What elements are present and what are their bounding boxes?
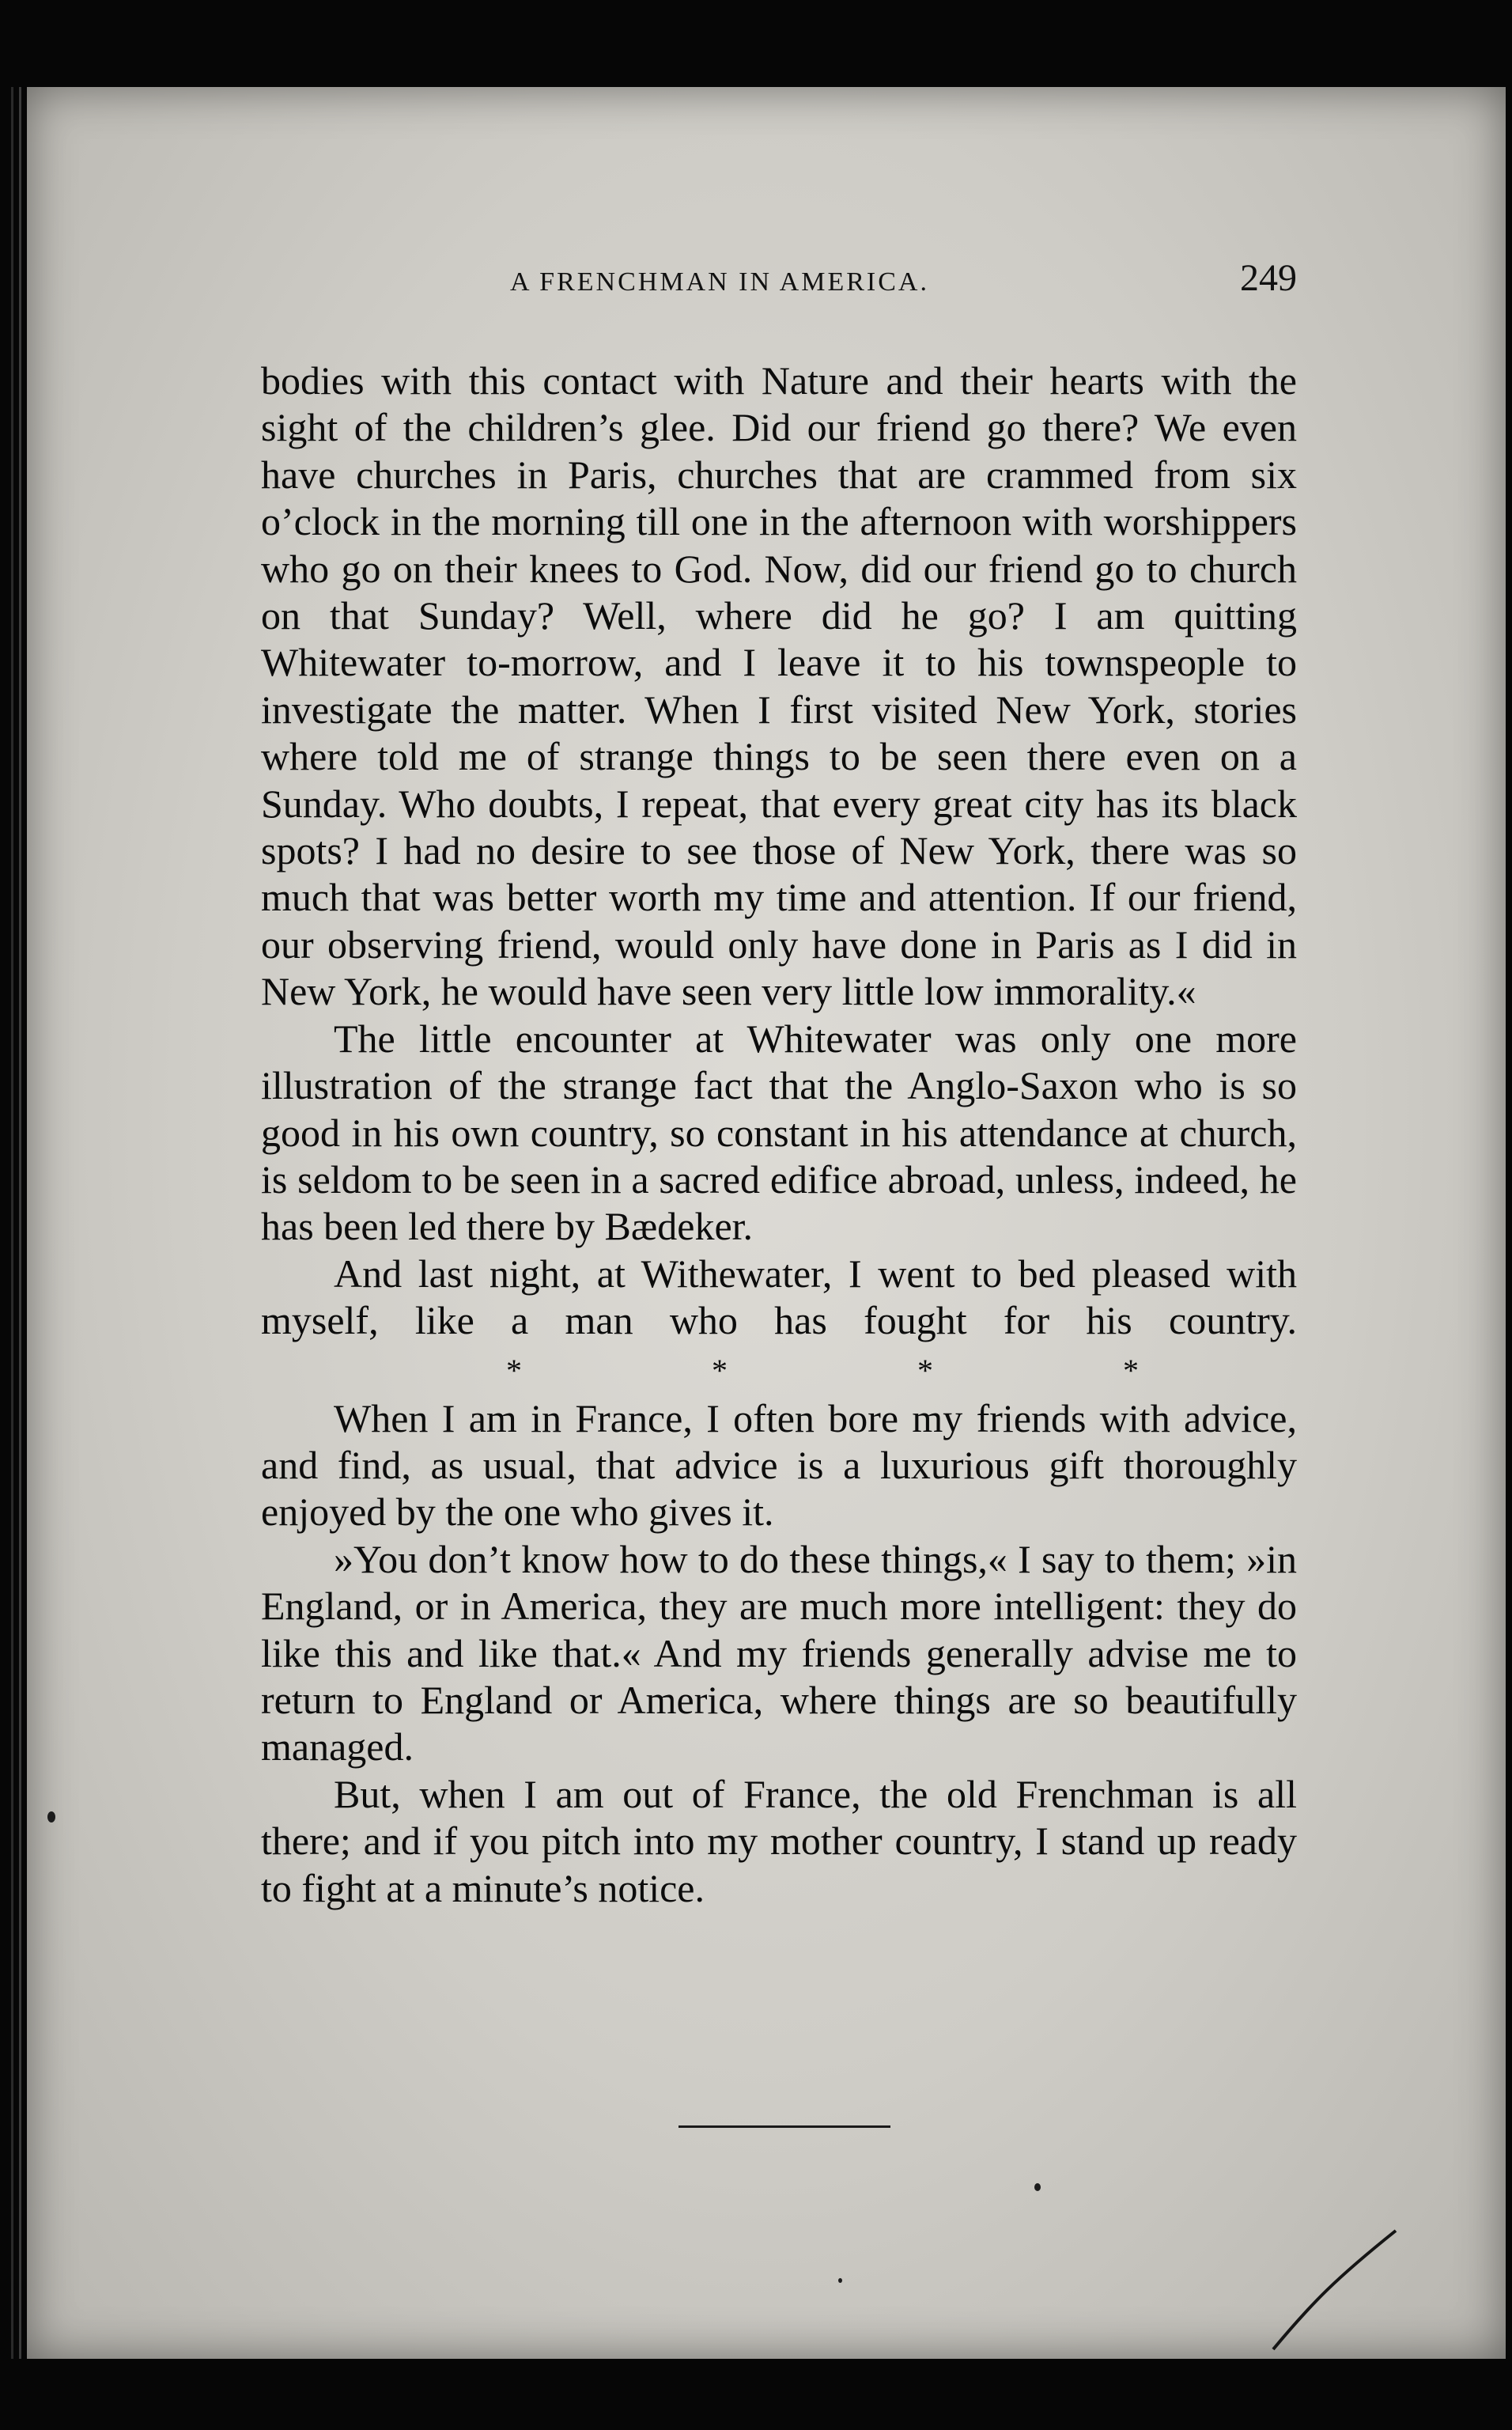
ink-speck — [47, 1811, 55, 1822]
ink-speck — [838, 2278, 842, 2283]
paragraph-encounter: The little encounter at Whitewater was only one more illustration of the strange fact that the Anglo-Saxon who is so good in his own country, so constant in his attendance at church, is seldom to be seen in a sacred edifice abroad, unless, indeed, he has been led there by Bædeker. — [261, 1016, 1297, 1249]
page-number: 249 — [1240, 257, 1297, 299]
end-rule — [679, 2125, 890, 2128]
paragraph-you-dont-know: »You don’t know how to do these things,« I say to them; »in England, or in America, they are much more intelligent: they do like this and like that.« And my friends generally advise me to return to England or America, where things are so beautifully managed. — [261, 1536, 1297, 1770]
page-edge-line — [19, 87, 21, 2359]
ink-speck — [1034, 2183, 1041, 2191]
section-break-asterisk: * — [506, 1352, 522, 1388]
body-text — [261, 358, 1297, 1912]
section-break-asterisk: * — [1123, 1352, 1139, 1388]
section-break — [506, 1346, 1139, 1395]
section-break-asterisk: * — [712, 1352, 728, 1388]
section-break-asterisk: * — [917, 1352, 933, 1388]
paragraph-out-of-france: But, when I am out of France, the old Frenchman is all there; and if you pitch into my mother country, I stand up ready to fight at a minute’s notice. — [261, 1771, 1297, 1910]
paragraph-last-night: And last night, at Withewater, I went to bed pleased with myself, like a man who has fought for his country. — [261, 1251, 1297, 1343]
running-head — [261, 255, 1297, 310]
running-head-title: A FRENCHMAN IN AMERICA. — [510, 267, 929, 297]
paragraph-advice: When I am in France, I often bore my friends with advice, and find, as usual, that advice is a luxurious gift thoroughly enjoyed by the one who gives it. — [261, 1395, 1297, 1535]
pen-scratch-mark — [1257, 2215, 1400, 2357]
page-edge-line — [11, 87, 13, 2359]
paragraph-continuation: bodies with this contact with Nature and their hearts with the sight of the children’s glee. Did our friend go there? We even have churches in Paris, churches that are crammed from six o’clock in the morning till one in the afternoon with worshippers who go on their knees to God. Now, did our friend go to church on that Sunday? Well, where did he go? I am quitting Whitewater to-morrow, and I leave it to his townspeople to investigate the matter. When I first visited New York, stories where told me of strange things to be seen there even on a Sunday. Who doubts, I repeat, that every great city has its black spots? I had no desire to see those of New York, there was so much that was better worth my time and attention. If our friend, our observing friend, would only have done in Paris as I did in New York, he would have seen very little low immorality.« — [261, 358, 1297, 1014]
